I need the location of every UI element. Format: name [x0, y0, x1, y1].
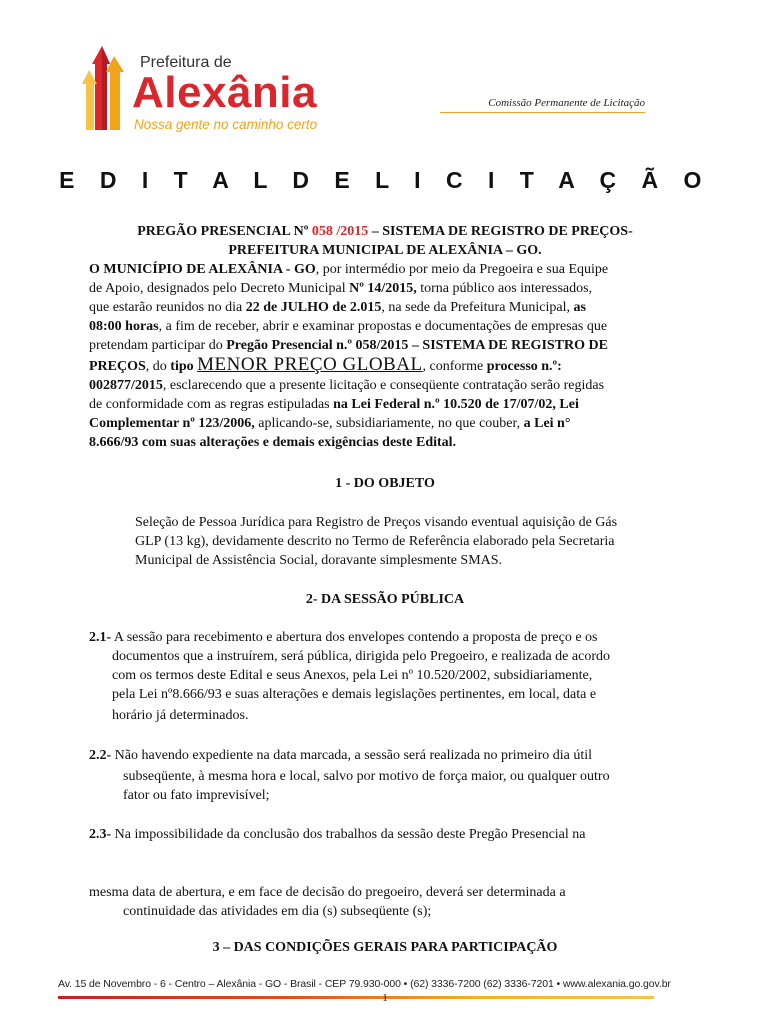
logo-slogan-text: Nossa gente no caminho certo	[134, 117, 318, 132]
process-code: 002877/2015	[89, 378, 163, 393]
object-line-3: Municipal de Assistência Social, doravante simplesmente SMAS.	[135, 553, 503, 568]
municipality-name: O MUNICÍPIO DE ALEXÂNIA - GO	[89, 262, 316, 277]
item-2-2-line-1	[89, 746, 592, 765]
intro-line-9	[89, 414, 701, 433]
intro-line-8	[89, 395, 701, 414]
prefeitura-logo	[80, 42, 340, 132]
item-2-1-line-3: com os termos deste Edital e seus Anexos, pela Lei nº 10.520/2002, subsidiariamente,	[112, 668, 593, 683]
complementary-law: Complementar nº 123/2006,	[89, 416, 255, 431]
item-2-1-line-5: horário já determinados.	[112, 708, 249, 723]
intro-text: , a fim de receber, abrir e examinar propostas e documentações de empresas que	[158, 319, 608, 334]
pregao-reference: Pregão Presencial n.º 058/2015 – SISTEMA DE REGISTRO DE	[226, 338, 608, 353]
intro-text: , esclarecendo que a presente licitação e conseqüente contratação serão regidas	[162, 378, 605, 393]
intro-text: , por intermédio por meio da Pregoeira e sua Equipe	[315, 262, 609, 277]
footer-address: Av. 15 de Novembro - 6 - Centro – Alexânia - GO - Brasil - CEP 79.930-000 • (62) 3336-7200 (62) 3336-7201 • www.alexania.go.gov.br	[58, 978, 671, 990]
item-number: 2.2-	[89, 748, 112, 763]
item-text: Na impossibilidade da conclusão dos trabalhos da sessão deste Pregão Presencial na	[111, 827, 586, 842]
intro-text: de conformidade com as regras estipuladas	[89, 397, 334, 412]
heading-line-2: PREFEITURA MUNICIPAL DE ALEXÂNIA – GO.	[228, 243, 542, 258]
item-text: A sessão para recebimento e abertura dos envelopes contendo a proposta de preço e os	[111, 630, 598, 645]
intro-line-6	[89, 355, 701, 376]
item-2-2-line-2: subseqüente, à mesma hora e local, salvo por motivo de força maior, ou qualquer outro	[123, 769, 610, 784]
intro-bold: processo n.º:	[486, 359, 562, 374]
item-2-1-line-1	[89, 628, 598, 647]
intro-line-4	[89, 317, 701, 336]
header-divider	[440, 112, 645, 113]
intro-line-5	[89, 336, 701, 355]
intro-bold: a Lei n°	[523, 416, 571, 431]
section-1-heading: 1 - DO OBJETO	[335, 476, 435, 491]
document-title: E D I T A L D E L I C I T A Ç Ã O	[59, 167, 711, 193]
federal-law: na Lei Federal n.º 10.520 de 17/07/02, Lei	[333, 397, 579, 412]
intro-line-7	[89, 376, 701, 395]
logo-prefix-text: Prefeitura de	[140, 54, 232, 71]
intro-line-10: 8.666/93 com suas alterações e demais exigências deste Edital.	[89, 435, 457, 450]
heading-prefix: PREGÃO PRESENCIAL Nº	[137, 224, 312, 239]
heading-line-1	[0, 222, 770, 241]
intro-text: torna público aos interessados,	[416, 281, 593, 296]
item-text: Não havendo expediente na data marcada, a sessão será realizada no primeiro dia útil	[111, 748, 593, 763]
item-2-3-line-3: continuidade das atividades em dia (s) subseqüente (s);	[123, 904, 432, 919]
intro-text: aplicando-se, subsidiariamente, no que couber,	[254, 416, 524, 431]
intro-text: que estarão reunidos no dia	[89, 300, 246, 315]
item-2-3-line-2: mesma data de abertura, e em face de decisão do pregoeiro, deverá ser determinada a	[89, 885, 566, 900]
item-2-2-line-3: fator ou fato imprevisível;	[123, 788, 270, 803]
item-number: 2.3-	[89, 827, 112, 842]
decree-number: Nº 14/2015,	[349, 281, 417, 296]
intro-bold: PREÇOS	[89, 359, 146, 374]
item-2-3-line-1	[89, 825, 586, 844]
logo-title-text: Alexânia	[132, 68, 317, 117]
bid-type: MENOR PREÇO GLOBAL	[197, 354, 423, 375]
intro-text: , conforme	[422, 359, 487, 374]
process-number: 058 /2015	[311, 224, 369, 239]
item-2-1-line-4: pela Lei nº8.666/93 e suas alterações e demais legislações pertinentes, em local, data e	[112, 687, 597, 702]
page-number: 1	[382, 992, 388, 1004]
intro-line-1	[89, 260, 701, 279]
intro-line-3	[89, 298, 701, 317]
intro-text: , do	[145, 359, 171, 374]
intro-bold: tipo	[170, 359, 194, 374]
item-number: 2.1-	[89, 630, 112, 645]
intro-line-2	[89, 279, 701, 298]
session-date: 22 de JULHO de 2.015	[245, 300, 382, 315]
commission-label: Comissão Permanente de Licitação	[488, 97, 645, 109]
section-3-heading: 3 – DAS CONDIÇÕES GERAIS PARA PARTICIPAÇÃO	[212, 940, 558, 955]
torch-logo-icon	[80, 42, 130, 132]
object-line-2: GLP (13 kg), devidamente descrito no Termo de Referência elaborado pela Secretaria	[135, 534, 615, 549]
object-line-1: Seleção de Pessoa Jurídica para Registro de Preços visando eventual aquisição de Gás	[135, 515, 618, 530]
item-2-1-line-2: documentos que a instruírem, será pública, dirigida pelo Pregoeiro, e realizada de acordo	[112, 649, 610, 664]
intro-text: pretendam participar do	[89, 338, 227, 353]
section-2-heading: 2- DA SESSÃO PÚBLICA	[305, 592, 465, 607]
heading-suffix: – SISTEMA DE REGISTRO DE PREÇOS-	[368, 224, 633, 239]
intro-bold: as	[573, 300, 586, 315]
session-time: 08:00 horas	[89, 319, 159, 334]
intro-text: de Apoio, designados pelo Decreto Municipal	[89, 281, 350, 296]
intro-text: , na sede da Prefeitura Municipal,	[381, 300, 574, 315]
